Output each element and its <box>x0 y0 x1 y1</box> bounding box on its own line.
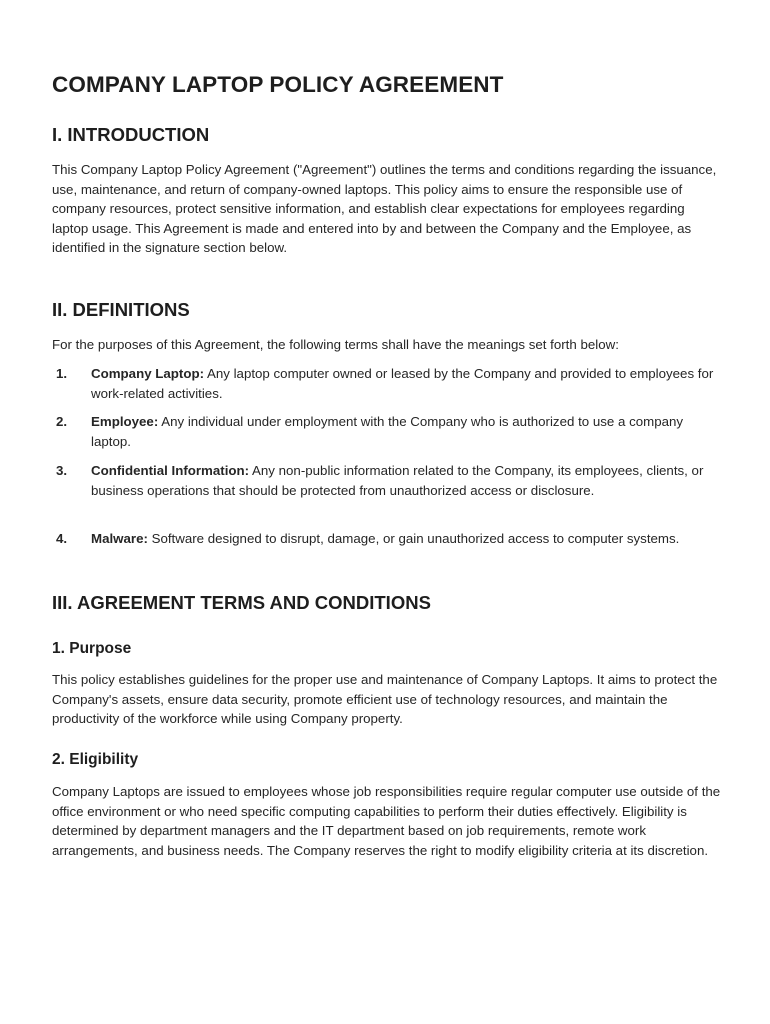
definition-text: Any laptop computer owned or leased by the Company and provided to employees for work-related activities. <box>91 366 714 401</box>
definition-number: 4. <box>56 531 68 546</box>
purpose-paragraph: This policy establishes guidelines for the proper use and maintenance of Company Laptops. It aims to protect the Company's assets, ensure data security, promote efficient use of technology resources, and maintain the productivity of the workforce while using Company property. <box>52 672 718 726</box>
section-heading-definitions: II. DEFINITIONS <box>52 299 190 320</box>
definition-number: 3. <box>56 463 68 478</box>
definition-text: Any individual under employment with the Company who is authorized to use a company laptop. <box>91 414 684 449</box>
definitions-intro: For the purposes of this Agreement, the following terms shall have the meanings set forth below: <box>52 337 619 352</box>
subsection-heading-purpose: 1. Purpose <box>52 640 132 657</box>
definition-text: Any non-public information related to the Company, its employees, clients, or business operations that should be protected from unauthorized access or disclosure. <box>91 463 704 498</box>
definition-term: Company Laptop: <box>91 366 205 381</box>
definition-term: Malware: <box>91 531 148 546</box>
definition-term: Employee: <box>91 414 159 429</box>
definition-text: Software designed to disrupt, damage, or gain unauthorized access to computer systems. <box>147 531 680 546</box>
definition-body <box>91 364 721 403</box>
introduction-paragraph: This Company Laptop Policy Agreement ("Agreement") outlines the terms and conditions regarding the issuance, use, maintenance, and return of company-owned laptops. This policy aims to ensure the responsible use of company resources, protect sensitive information, and establish clear expectations for employees regarding laptop usage. This Agreement is made and entered into by and between the Company and the Employee, as identified in the signature section below. <box>52 162 717 255</box>
subsection-heading-eligibility: 2. Eligibility <box>52 751 139 768</box>
document-title: COMPANY LAPTOP POLICY AGREEMENT <box>52 72 504 97</box>
section-heading-introduction: I. INTRODUCTION <box>52 124 210 145</box>
section-heading-terms: III. AGREEMENT TERMS AND CONDITIONS <box>52 592 431 613</box>
definition-body <box>91 461 721 500</box>
definition-number: 2. <box>56 414 68 429</box>
definition-term: Confidential Information: <box>91 463 250 478</box>
eligibility-paragraph: Company Laptops are issued to employees whose job responsibilities require regular computer use outside of the office environment or who need specific computing capabilities to perform their duties effectively. Eligibility is determined by department managers and the IT department based on job requirements, remote work arrangements, and business needs. The Company reserves the right to modify eligibility criteria at its discretion. <box>52 784 721 858</box>
definition-number: 1. <box>56 366 68 381</box>
definition-body <box>91 529 721 549</box>
definition-body <box>91 412 721 451</box>
